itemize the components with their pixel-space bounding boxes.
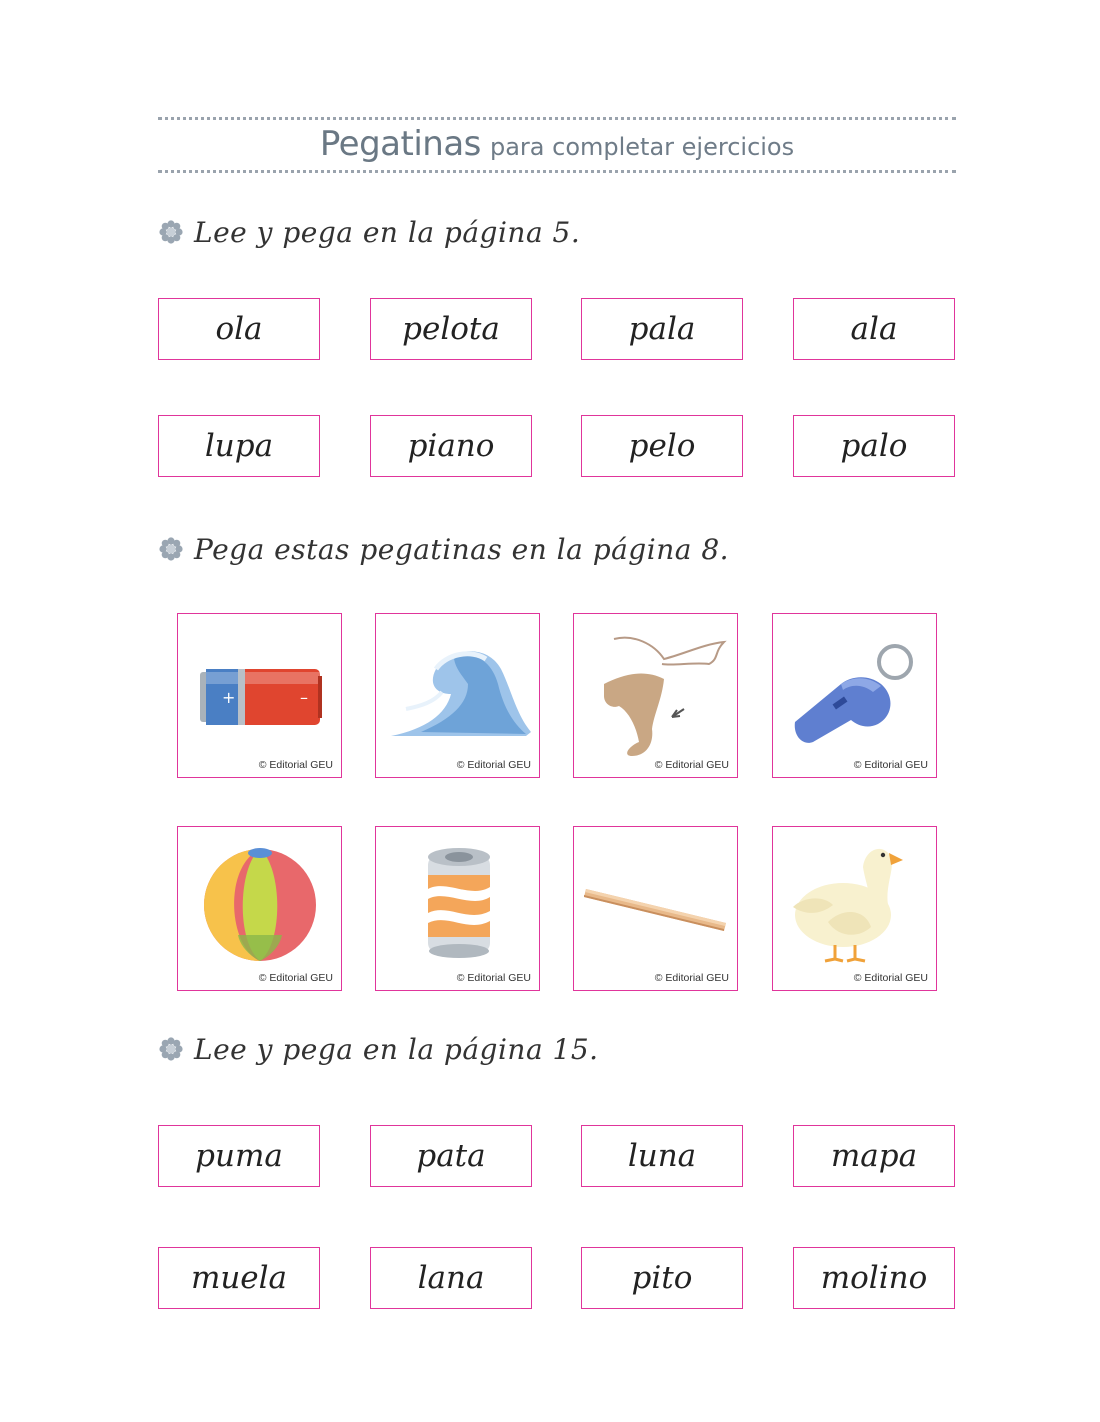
svg-text:–: – (300, 688, 308, 707)
whistle-icon (773, 614, 938, 779)
picture-sticker-battery (177, 613, 342, 778)
flower-bullet-icon (158, 536, 184, 562)
word-sticker (370, 415, 532, 477)
sticker-word: pelota (402, 311, 500, 347)
duck-icon (773, 827, 938, 992)
picture-sticker-paw (573, 613, 738, 778)
word-sticker (581, 415, 743, 477)
copyright-credit: © Editorial GEU (654, 972, 729, 984)
word-sticker (793, 1125, 955, 1187)
sticker-word: ola (215, 311, 263, 347)
word-sticker (793, 415, 955, 477)
stick-icon (574, 827, 739, 992)
word-sticker (793, 1247, 955, 1309)
flower-bullet-icon (158, 1036, 184, 1062)
word-sticker (793, 298, 955, 360)
instruction-section-1 (158, 212, 580, 252)
instruction-section-3 (158, 1029, 599, 1069)
ball-icon (178, 827, 343, 992)
sticker-word: pata (416, 1138, 486, 1174)
instruction-section-2 (158, 529, 729, 569)
sticker-word: lana (417, 1260, 485, 1296)
sticker-word: mapa (830, 1138, 918, 1174)
sticker-word: puma (195, 1138, 283, 1174)
paw-icon (574, 614, 739, 779)
sticker-word: luna (627, 1138, 697, 1174)
picture-sticker-whistle (772, 613, 937, 778)
copyright-credit: © Editorial GEU (258, 972, 333, 984)
word-sticker (158, 298, 320, 360)
word-sticker (158, 1247, 320, 1309)
sticker-word: pito (631, 1260, 693, 1296)
word-sticker (581, 1125, 743, 1187)
word-sticker (370, 1125, 532, 1187)
word-sticker (370, 1247, 532, 1309)
copyright-credit: © Editorial GEU (456, 759, 531, 771)
copyright-credit: © Editorial GEU (654, 759, 729, 771)
instruction-text: Pega estas pegatinas en la página 8. (194, 532, 730, 566)
can-icon (376, 827, 541, 992)
word-sticker (158, 415, 320, 477)
sticker-word: palo (840, 428, 908, 464)
battery-icon (178, 614, 343, 779)
word-sticker (581, 1247, 743, 1309)
instruction-text: Lee y pega en la página 5. (194, 215, 581, 249)
copyright-credit: © Editorial GEU (853, 759, 928, 771)
sticker-word: pelo (628, 428, 696, 464)
copyright-credit: © Editorial GEU (456, 972, 531, 984)
copyright-credit: © Editorial GEU (258, 759, 333, 771)
svg-text:+: + (222, 688, 236, 707)
picture-sticker-wave (375, 613, 540, 778)
flower-bullet-icon (158, 219, 184, 245)
sticker-word: muela (190, 1260, 288, 1296)
copyright-credit: © Editorial GEU (853, 972, 928, 984)
page-header (158, 117, 956, 173)
word-sticker (370, 298, 532, 360)
word-sticker (158, 1125, 320, 1187)
sticker-word: ala (850, 311, 898, 347)
picture-sticker-ball (177, 826, 342, 991)
sticker-word: molino (820, 1260, 928, 1296)
sticker-word: piano (407, 428, 495, 464)
header-subtitle: para completar ejercicios (489, 133, 795, 161)
picture-sticker-duck (772, 826, 937, 991)
sticker-word: lupa (204, 428, 274, 464)
wave-icon (376, 614, 541, 779)
picture-sticker-stick (573, 826, 738, 991)
header-title: Pegatinas (319, 124, 481, 164)
sticker-word: pala (628, 311, 696, 347)
picture-sticker-can (375, 826, 540, 991)
instruction-text: Lee y pega en la página 15. (194, 1032, 599, 1066)
word-sticker (581, 298, 743, 360)
